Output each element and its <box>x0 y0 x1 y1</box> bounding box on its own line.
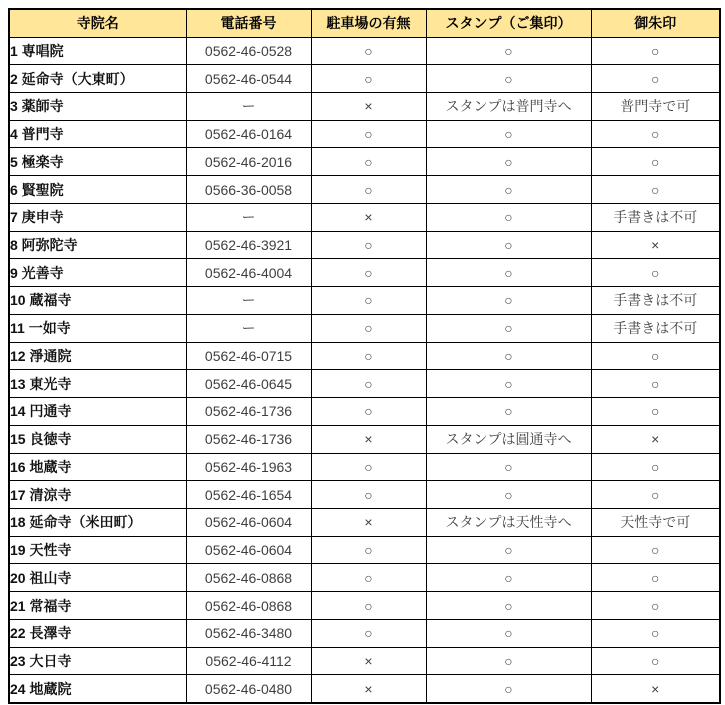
stamp-cell: ○ <box>426 120 591 148</box>
temple-table <box>8 8 721 704</box>
parking-cell: ○ <box>311 231 426 259</box>
stamp-cell: ○ <box>426 148 591 176</box>
goshuin-cell: 手書きは不可 <box>591 314 720 342</box>
temple-name-cell: 18 延命寺（米田町） <box>9 508 186 536</box>
phone-cell: 0562-46-1654 <box>186 481 311 509</box>
phone-cell: 0562-46-0604 <box>186 536 311 564</box>
temple-name-cell: 16 地蔵寺 <box>9 453 186 481</box>
parking-cell: × <box>311 508 426 536</box>
temple-name-cell: 3 薬師寺 <box>9 92 186 120</box>
goshuin-cell: 天性寺で可 <box>591 508 720 536</box>
goshuin-cell: ○ <box>591 398 720 426</box>
temple-name-cell: 8 阿弥陀寺 <box>9 231 186 259</box>
parking-cell: ○ <box>311 120 426 148</box>
stamp-cell: ○ <box>426 342 591 370</box>
phone-cell: 0562-46-3480 <box>186 619 311 647</box>
table-row <box>9 37 720 65</box>
parking-cell: ○ <box>311 481 426 509</box>
stamp-cell: ○ <box>426 675 591 703</box>
phone-cell: 0562-46-1736 <box>186 425 311 453</box>
parking-cell: × <box>311 92 426 120</box>
header-temple-name: 寺院名 <box>9 9 186 37</box>
stamp-cell: ○ <box>426 203 591 231</box>
temple-name-cell: 6 賢聖院 <box>9 176 186 204</box>
goshuin-cell: ○ <box>591 370 720 398</box>
temple-name-cell: 15 良徳寺 <box>9 425 186 453</box>
stamp-cell: ○ <box>426 231 591 259</box>
phone-cell: 0562-46-2016 <box>186 148 311 176</box>
phone-cell: 0562-46-1963 <box>186 453 311 481</box>
table-row <box>9 314 720 342</box>
table-row <box>9 592 720 620</box>
goshuin-cell: ○ <box>591 481 720 509</box>
goshuin-cell: ○ <box>591 342 720 370</box>
goshuin-cell: ○ <box>591 120 720 148</box>
stamp-cell: ○ <box>426 453 591 481</box>
temple-name-cell: 2 延命寺（大東町） <box>9 65 186 93</box>
temple-name-cell: 22 長澤寺 <box>9 619 186 647</box>
table-row <box>9 176 720 204</box>
temple-name-cell: 23 大日寺 <box>9 647 186 675</box>
parking-cell: × <box>311 203 426 231</box>
phone-cell: ー <box>186 203 311 231</box>
phone-cell: 0562-46-0544 <box>186 65 311 93</box>
parking-cell: ○ <box>311 342 426 370</box>
phone-cell: 0562-46-1736 <box>186 398 311 426</box>
stamp-cell: ○ <box>426 259 591 287</box>
table-row <box>9 675 720 703</box>
goshuin-cell: ○ <box>591 65 720 93</box>
table-row <box>9 287 720 315</box>
goshuin-cell: ○ <box>591 37 720 65</box>
temple-name-cell: 19 天性寺 <box>9 536 186 564</box>
temple-name-cell: 1 専唱院 <box>9 37 186 65</box>
table-row <box>9 92 720 120</box>
phone-cell: 0562-46-0868 <box>186 564 311 592</box>
table-row <box>9 619 720 647</box>
parking-cell: ○ <box>311 176 426 204</box>
stamp-cell: ○ <box>426 37 591 65</box>
temple-name-cell: 21 常福寺 <box>9 592 186 620</box>
table-row <box>9 398 720 426</box>
table-row <box>9 647 720 675</box>
parking-cell: × <box>311 675 426 703</box>
goshuin-cell: × <box>591 425 720 453</box>
table-row <box>9 120 720 148</box>
goshuin-cell: ○ <box>591 453 720 481</box>
goshuin-cell: × <box>591 675 720 703</box>
table-row <box>9 481 720 509</box>
temple-name-cell: 13 東光寺 <box>9 370 186 398</box>
stamp-cell: ○ <box>426 370 591 398</box>
parking-cell: ○ <box>311 259 426 287</box>
goshuin-cell: ○ <box>591 259 720 287</box>
parking-cell: ○ <box>311 592 426 620</box>
stamp-cell: ○ <box>426 65 591 93</box>
phone-cell: 0562-46-0715 <box>186 342 311 370</box>
stamp-cell: ○ <box>426 564 591 592</box>
phone-cell: 0562-46-3921 <box>186 231 311 259</box>
parking-cell: ○ <box>311 314 426 342</box>
parking-cell: ○ <box>311 398 426 426</box>
parking-cell: ○ <box>311 564 426 592</box>
table-row <box>9 259 720 287</box>
stamp-cell: ○ <box>426 536 591 564</box>
parking-cell: ○ <box>311 287 426 315</box>
goshuin-cell: ○ <box>591 592 720 620</box>
temple-name-cell: 20 祖山寺 <box>9 564 186 592</box>
table-row <box>9 231 720 259</box>
stamp-cell: スタンプは天性寺へ <box>426 508 591 536</box>
table-row <box>9 508 720 536</box>
stamp-cell: スタンプは圓通寺へ <box>426 425 591 453</box>
phone-cell: 0562-46-4004 <box>186 259 311 287</box>
parking-cell: ○ <box>311 536 426 564</box>
table-row <box>9 536 720 564</box>
parking-cell: × <box>311 425 426 453</box>
parking-cell: ○ <box>311 453 426 481</box>
temple-name-cell: 12 淨通院 <box>9 342 186 370</box>
parking-cell: ○ <box>311 65 426 93</box>
table-row <box>9 370 720 398</box>
goshuin-cell: ○ <box>591 564 720 592</box>
parking-cell: ○ <box>311 37 426 65</box>
table-body <box>9 37 720 703</box>
table-row <box>9 564 720 592</box>
stamp-cell: ○ <box>426 176 591 204</box>
temple-name-cell: 14 円通寺 <box>9 398 186 426</box>
goshuin-cell: 手書きは不可 <box>591 203 720 231</box>
phone-cell: 0562-46-0604 <box>186 508 311 536</box>
temple-name-cell: 4 普門寺 <box>9 120 186 148</box>
phone-cell: ー <box>186 314 311 342</box>
stamp-cell: ○ <box>426 592 591 620</box>
goshuin-cell: ○ <box>591 536 720 564</box>
table-row <box>9 425 720 453</box>
header-parking: 駐車場の有無 <box>311 9 426 37</box>
goshuin-cell: × <box>591 231 720 259</box>
goshuin-cell: ○ <box>591 176 720 204</box>
goshuin-cell: 手書きは不可 <box>591 287 720 315</box>
table-row <box>9 453 720 481</box>
phone-cell: 0566-36-0058 <box>186 176 311 204</box>
parking-cell: ○ <box>311 619 426 647</box>
temple-name-cell: 5 極楽寺 <box>9 148 186 176</box>
stamp-cell: ○ <box>426 647 591 675</box>
stamp-cell: ○ <box>426 619 591 647</box>
temple-name-cell: 24 地蔵院 <box>9 675 186 703</box>
phone-cell: 0562-46-4112 <box>186 647 311 675</box>
phone-cell: ー <box>186 92 311 120</box>
goshuin-cell: ○ <box>591 647 720 675</box>
header-row <box>9 9 720 37</box>
phone-cell: ー <box>186 287 311 315</box>
header-stamp: スタンプ（ご集印） <box>426 9 591 37</box>
goshuin-cell: 普門寺で可 <box>591 92 720 120</box>
table-row <box>9 148 720 176</box>
phone-cell: 0562-46-0164 <box>186 120 311 148</box>
temple-name-cell: 10 蔵福寺 <box>9 287 186 315</box>
header-phone-number: 電話番号 <box>186 9 311 37</box>
temple-name-cell: 9 光善寺 <box>9 259 186 287</box>
phone-cell: 0562-46-0480 <box>186 675 311 703</box>
temple-name-cell: 17 清涼寺 <box>9 481 186 509</box>
table-row <box>9 65 720 93</box>
stamp-cell: ○ <box>426 287 591 315</box>
phone-cell: 0562-46-0868 <box>186 592 311 620</box>
parking-cell: ○ <box>311 370 426 398</box>
temple-name-cell: 7 庚申寺 <box>9 203 186 231</box>
table-row <box>9 203 720 231</box>
parking-cell: × <box>311 647 426 675</box>
phone-cell: 0562-46-0528 <box>186 37 311 65</box>
stamp-cell: ○ <box>426 314 591 342</box>
temple-name-cell: 11 一如寺 <box>9 314 186 342</box>
stamp-cell: スタンプは普門寺へ <box>426 92 591 120</box>
header-goshuin: 御朱印 <box>591 9 720 37</box>
goshuin-cell: ○ <box>591 619 720 647</box>
table-row <box>9 342 720 370</box>
stamp-cell: ○ <box>426 481 591 509</box>
goshuin-cell: ○ <box>591 148 720 176</box>
phone-cell: 0562-46-0645 <box>186 370 311 398</box>
parking-cell: ○ <box>311 148 426 176</box>
stamp-cell: ○ <box>426 398 591 426</box>
